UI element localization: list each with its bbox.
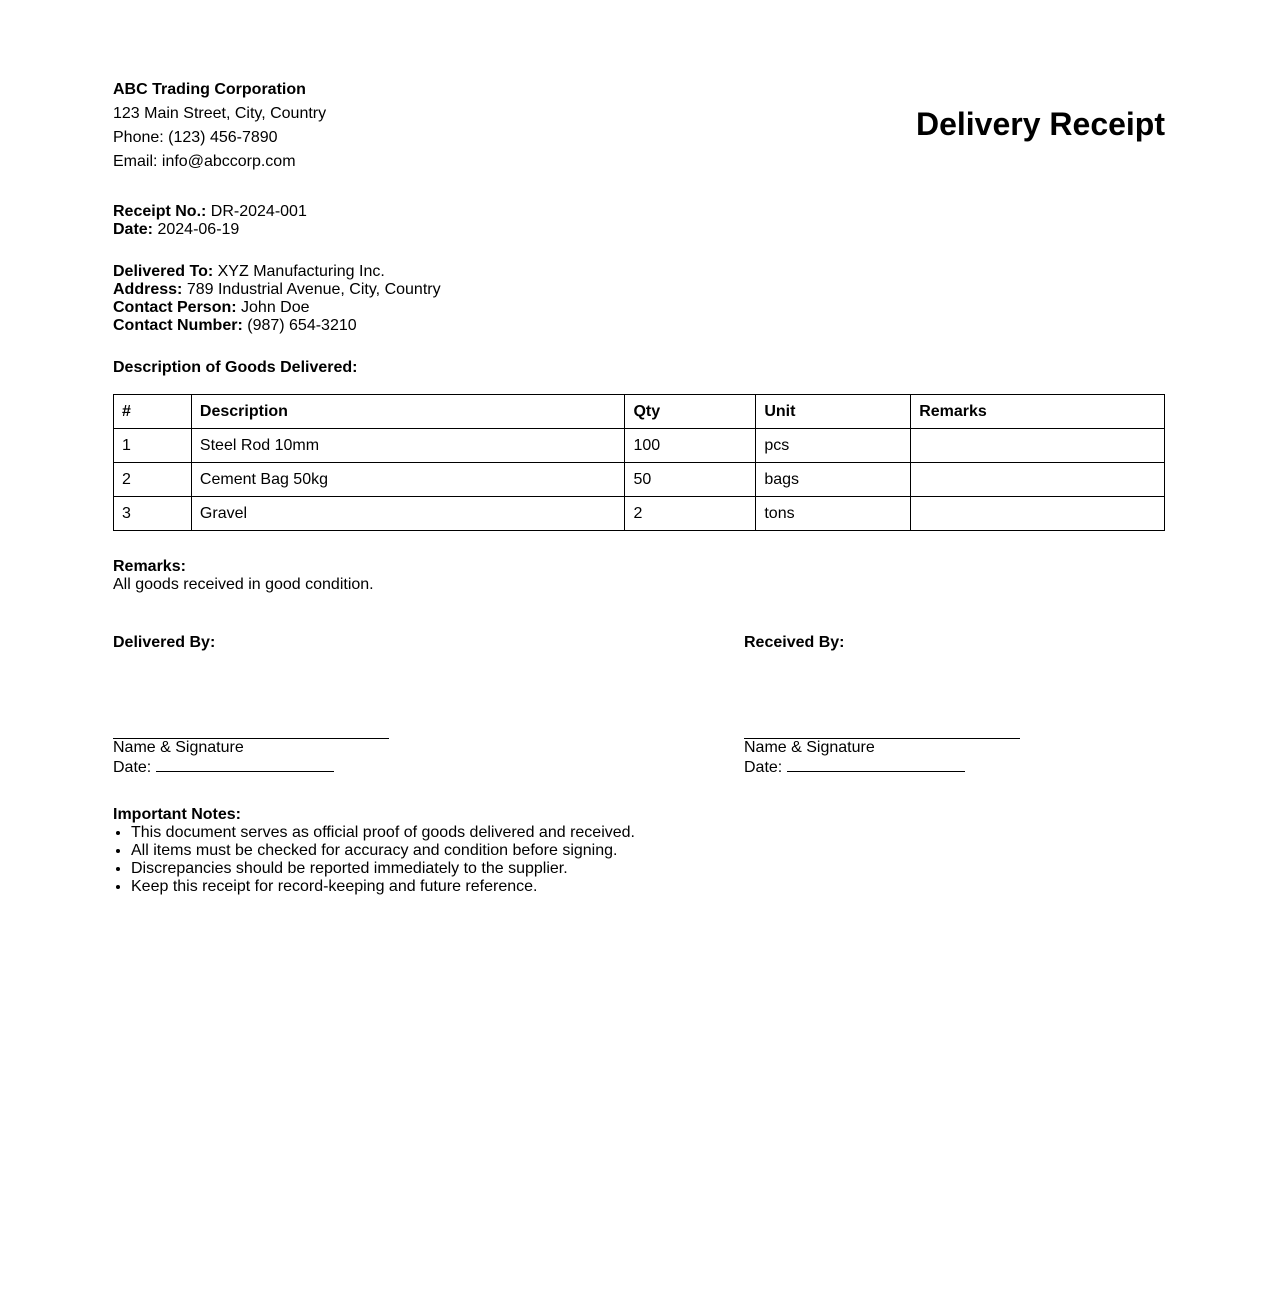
column-header-remarks: Remarks (911, 395, 1165, 429)
cell-qty: 2 (625, 497, 756, 531)
received-by-date-label: Date: (744, 759, 783, 776)
column-header-unit: Unit (756, 395, 911, 429)
received-by-date-line (744, 757, 1044, 777)
cell-unit: tons (756, 497, 911, 531)
receipt-date-label: Date: (113, 221, 154, 238)
contact-person-label: Contact Person: (113, 299, 237, 316)
receipt-number-value: DR-2024-001 (210, 203, 307, 220)
address-line (113, 281, 441, 299)
cell-unit: bags (756, 463, 911, 497)
list-item: • Keep this receipt for record-keeping and future reference. (131, 878, 1013, 896)
important-notes (113, 806, 1013, 896)
cell-qty: 100 (625, 429, 756, 463)
notes-heading: Important Notes: (113, 806, 241, 823)
receipt-date-value: 2024-06-19 (157, 221, 240, 238)
delivered-to-line (113, 263, 441, 281)
receipt-number-label: Receipt No.: (113, 203, 207, 220)
cell-remarks (911, 497, 1165, 531)
goods-heading: Description of Goods Delivered: (113, 359, 358, 376)
receipt-date-line (113, 221, 307, 239)
delivered-by-signature-line (113, 720, 389, 739)
cell-remarks (911, 463, 1165, 497)
document-title: Delivery Receipt (915, 106, 1165, 142)
contact-number-line (113, 317, 441, 335)
delivered-by-date-label: Date: (113, 759, 152, 776)
delivered-by-label: Delivered By: (113, 634, 216, 651)
cell-description: Gravel (191, 497, 625, 531)
contact-number-label: Contact Number: (113, 317, 243, 334)
company-info (113, 78, 326, 174)
delivered-by-date-line (113, 757, 413, 777)
address-label: Address: (113, 281, 183, 298)
delivered-by-section (113, 634, 413, 777)
address-value: 789 Industrial Avenue, City, Country (186, 281, 441, 298)
received-by-name-signature: Name & Signature (744, 739, 875, 756)
cell-number: 2 (114, 463, 192, 497)
cell-description: Cement Bag 50kg (191, 463, 625, 497)
list-item: • This document serves as official proof of goods delivered and received. (131, 824, 1013, 842)
table-header-row (114, 395, 1165, 429)
delivered-by-date-blank (156, 757, 334, 772)
goods-table (113, 394, 1165, 531)
table-row (114, 497, 1165, 531)
cell-qty: 50 (625, 463, 756, 497)
contact-number-value: (987) 654-3210 (247, 317, 357, 334)
received-by-signature-line (744, 720, 1020, 739)
remarks-label: Remarks: (113, 558, 186, 575)
receipt-info (113, 203, 307, 239)
delivered-to-label: Delivered To: (113, 263, 214, 280)
table-row (114, 429, 1165, 463)
cell-unit: pcs (756, 429, 911, 463)
cell-remarks (911, 429, 1165, 463)
notes-list (113, 824, 1013, 896)
company-address: 123 Main Street, City, Country (113, 105, 327, 122)
cell-description: Steel Rod 10mm (191, 429, 625, 463)
delivered-by-name-signature: Name & Signature (113, 739, 244, 756)
column-header-description: Description (191, 395, 625, 429)
table-row (114, 463, 1165, 497)
received-by-section (744, 634, 1044, 777)
list-item: • Discrepancies should be reported immediately to the supplier. (131, 860, 1013, 878)
contact-person-value: John Doe (241, 299, 310, 316)
company-email: Email: info@abccorp.com (113, 153, 296, 170)
company-phone: Phone: (123) 456-7890 (113, 129, 278, 146)
cell-number: 3 (114, 497, 192, 531)
column-header-number: # (114, 395, 192, 429)
remarks-section (113, 558, 374, 594)
received-by-label: Received By: (744, 634, 845, 651)
received-by-date-blank (787, 757, 965, 772)
column-header-qty: Qty (625, 395, 756, 429)
delivered-to-value: XYZ Manufacturing Inc. (217, 263, 385, 280)
list-item: • All items must be checked for accuracy and condition before signing. (131, 842, 1013, 860)
remarks-text: All goods received in good condition. (113, 576, 374, 593)
contact-person-line (113, 299, 441, 317)
delivery-info (113, 263, 441, 335)
cell-number: 1 (114, 429, 192, 463)
company-name: ABC Trading Corporation (113, 81, 306, 98)
receipt-number-line (113, 203, 307, 221)
